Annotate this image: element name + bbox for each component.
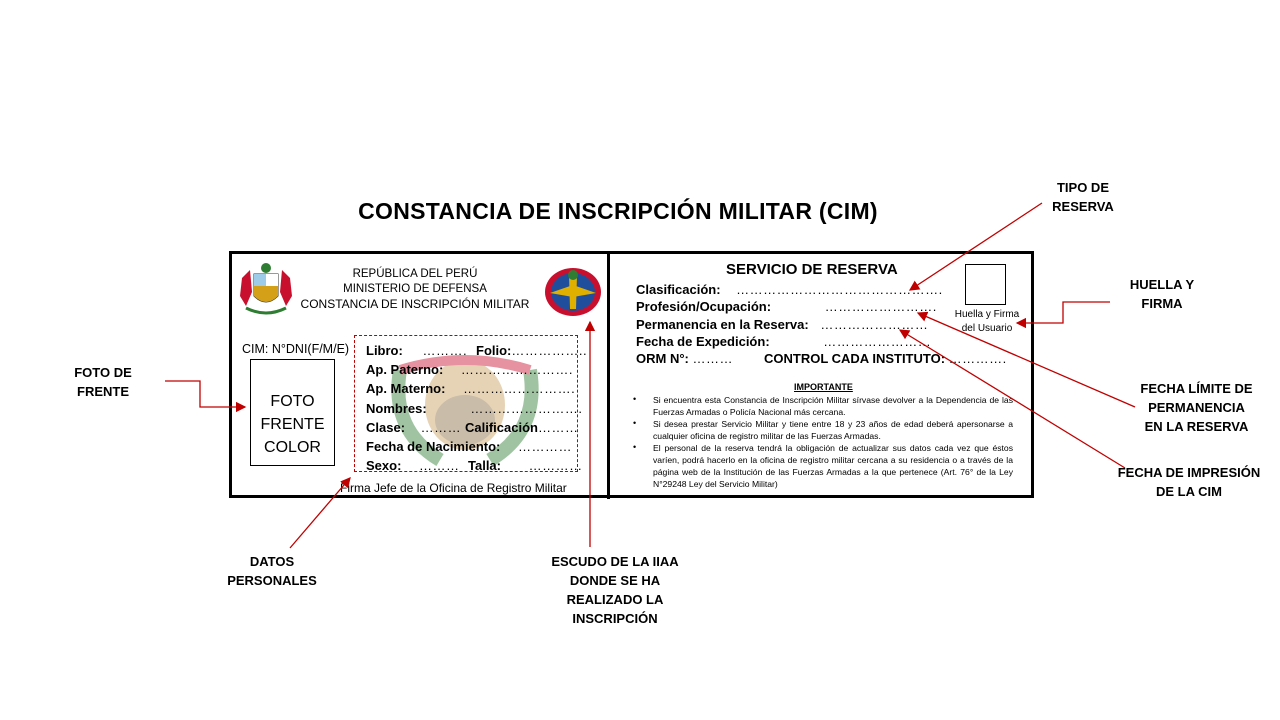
permanencia-label: Permanencia en la Reserva: [636,317,809,332]
annotation-line: REALIZADO LA [566,592,664,607]
arrow-foto [165,381,245,407]
expedicion-dots: …………………… [823,334,932,349]
nombres-dots: ……………………. [470,401,583,416]
arrow-huella [1017,302,1110,323]
calificacion-label: Calificación [465,420,538,435]
bullet-text: Si encuentra esta Constancia de Inscripción Militar sírvase devolver a la Dependencia de las Fuerzas Armadas o Policía Nacional más cercana. [653,395,1013,417]
expedicion-label: Fecha de Expedición: [636,334,770,349]
annotation-foto [60,363,146,401]
header-line-1: REPÚBLICA DEL PERÚ [352,268,478,280]
photo-line-3: COLOR [264,439,321,456]
bullet-mark: • [633,394,637,404]
fingerprint-caption-2: del Usuario [961,323,1013,334]
profesion-label: Profesión/Ocupación: [636,299,772,314]
talla-label: Talla: [468,458,501,473]
annotation-line: FRENTE [77,384,129,399]
profesion-dots: ……………………. [824,299,937,314]
annotation-line: INSCRIPCIÓN [572,611,658,626]
sexo-label: Sexo: [366,458,402,473]
annotation-fecha-limite [1124,379,1269,436]
photo-line-2: FRENTE [260,416,325,433]
libro-label: Libro: [366,343,403,358]
nacimiento-dots: ………… [518,439,572,454]
bullet-mark: • [633,418,637,428]
signature-label: Firma Jefe de la Oficina de Registro Militar [340,481,567,495]
annotation-escudo [540,552,690,628]
header-line-2: MINISTERIO DE DEFENSA [343,283,487,295]
folio-dots: …………….. [511,343,588,358]
annotation-line: DATOS [249,554,295,569]
clase-dots: ……… [420,420,462,435]
annotation-line: ESCUDO DE LA IIAA [551,554,679,569]
page-title: CONSTANCIA DE INSCRIPCIÓN MILITAR (CIM) [358,198,878,224]
control-label: CONTROL CADA INSTITUTO: [764,351,946,366]
annotation-line: DE LA CIM [1156,484,1222,499]
talla-dots: ………… [528,458,583,473]
paterno-label: Ap. Paterno: [366,362,444,377]
annotation-line: FECHA DE IMPRESIÓN [1117,465,1261,480]
photo-line-1: FOTO [270,393,315,410]
clasificacion-label: Clasificación: [636,282,721,297]
header-line-3: CONSTANCIA DE INSCRIPCIÓN MILITAR [300,297,530,311]
annotation-huella [1112,275,1212,313]
clasificacion-dots: ………………………………………. [736,282,943,297]
annotation-line: FECHA LÍMITE DE [1140,381,1253,396]
sexo-dots: ……… [419,458,460,473]
control-dots: …………. [948,351,1007,366]
arrow-fecha-limite [918,313,1135,407]
arrow-fecha-impresion [900,330,1125,468]
orm-dots: ……… [692,351,733,366]
annotation-line: DONDE SE HA [569,573,661,588]
fingerprint-caption-1: Huella y Firma [954,309,1020,320]
permanencia-dots: …………………… [820,317,929,332]
annotation-line: HUELLA Y [1129,277,1195,292]
annotation-line: FIRMA [1141,296,1183,311]
important-heading: IMPORTANTE [794,382,853,392]
annotation-tipo [1038,178,1128,216]
annotation-line: TIPO DE [1056,180,1109,195]
annotation-line: FOTO DE [74,365,132,380]
materno-dots: ……………………. [463,381,576,396]
annotation-line: RESERVA [1052,199,1114,214]
clase-label: Clase: [366,420,406,435]
nombres-label: Nombres: [366,401,427,416]
annotation-line: PERSONALES [227,573,317,588]
folio-label: Folio: [476,343,512,358]
orm-label: ORM N°: [636,351,689,366]
calificacion-dots: ……… [537,420,579,435]
nacimiento-label: Fecha de Nacimiento: [366,439,501,454]
bullet-text: Si desea prestar Servicio Militar y tiene entre 18 y 23 años de edad deberá apersonarse a cualquier oficina de registro militar de las Fuerzas Armadas. [653,419,1013,441]
bullet-mark: • [633,442,637,452]
annotation-datos [222,552,322,590]
annotation-line: PERMANENCIA [1148,400,1245,415]
paterno-dots: ……………………. [460,362,574,377]
arrow-datos [290,478,350,548]
arrow-tipo [910,203,1042,290]
bullet-text: El personal de la reserva tendrá la obligación de actualizar sus datos cada vez que éstos varíen, podrá hacerlo en la oficina de registro militar cercana a su residencia o a través de la página web de la Institución de las Fuerzas Armadas a la que pertenece (Art. 76° de la Ley N°29248 Ley del Servicio Militar) [653,443,1013,489]
materno-label: Ap. Materno: [366,381,446,396]
libro-dots: ………. [422,343,468,358]
annotation-line: EN LA RESERVA [1144,419,1249,434]
reserve-heading: SERVICIO DE RESERVA [726,261,898,278]
cim-label: CIM: N°DNI(F/M/E) [242,342,350,356]
annotation-fecha-impresion [1106,463,1272,501]
